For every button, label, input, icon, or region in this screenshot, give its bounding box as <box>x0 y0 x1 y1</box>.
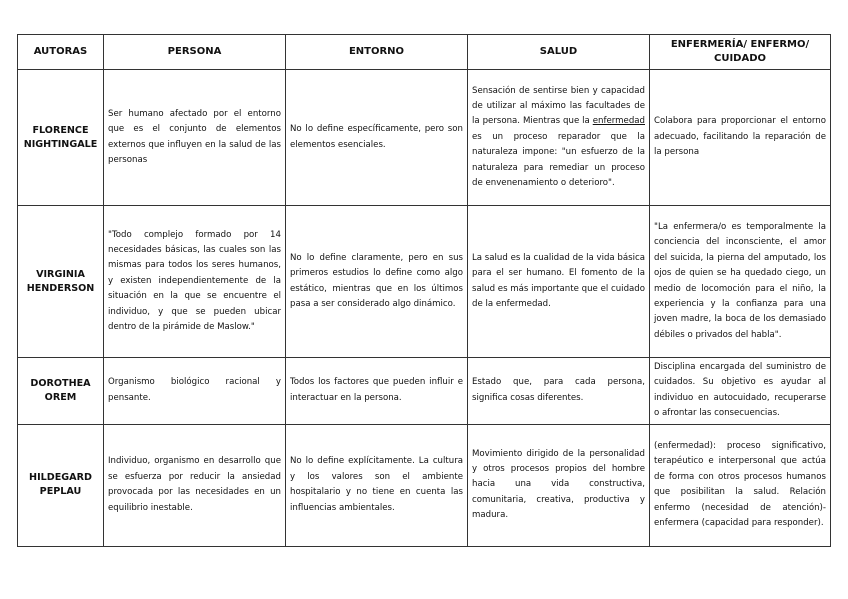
persona-cell: "Todo complejo formado por 14 necesidades básicas, las cuales son las mismas para todos los seres humanos, y existen independientemente de la situación en la que se encuentre el individuo, y que se pueden ubicar dentro de la pirámide de Maslow." <box>104 206 286 358</box>
header-enfermeria: ENFERMERÍA/ ENFERMO/ CUIDADO <box>650 35 831 70</box>
enfermeria-cell: Colabora para proporcionar el entorno adecuado, facilitando la reparación de la persona <box>650 70 831 206</box>
enfermedad-underlined: enfermedad <box>592 116 645 127</box>
entorno-cell: No lo define explícitamente. La cultura y los valores son el ambiente hospitalario y no tiene en cuenta las influencias ambientales. <box>286 424 468 546</box>
table-row <box>18 70 831 206</box>
header-autoras: AUTORAS <box>18 35 104 70</box>
table-row <box>18 206 831 358</box>
entorno-cell: No lo define específicamente, pero son elementos esenciales. <box>286 70 468 206</box>
entorno-cell: No lo define claramente, pero en sus primeros estudios lo define como algo estático, mientras que en los últimos pasa a ser considerado algo dinámico. <box>286 206 468 358</box>
salud-cell: Estado que, para cada persona, significa cosas diferentes. <box>468 358 650 425</box>
persona-cell: Ser humano afectado por el entorno que es el conjunto de elementos externos que influyen en la salud de las personas <box>104 70 286 206</box>
salud-cell: La salud es la cualidad de la vida básica para el ser humano. El fomento de la salud es más importante que el cuidado de la enfermedad. <box>468 206 650 358</box>
persona-cell: Individuo, organismo en desarrollo que se esfuerza por reducir la ansiedad provocada por las necesidades en un equilibrio inestable. <box>104 424 286 546</box>
salud-cell <box>468 70 650 206</box>
author-cell: HILDEGARD PEPLAU <box>18 424 104 546</box>
enfermeria-cell: (enfermedad): proceso significativo, terapéutico e interpersonal que actúa de forma con otros procesos humanos que posibilitan la salud. Relación enfermo (necesidad de atención)-enfermera (capacidad para responder). <box>650 424 831 546</box>
salud-text: Sensación de sentirse bien y capacidad de utilizar al máximo las facultades de la persona. Mientras que la <box>472 85 645 127</box>
salud-cell: Movimiento dirigido de la personalidad y otros procesos propios del hombre hacia una vida constructiva, comunitaria, creativa, productiva y madura. <box>468 424 650 546</box>
entorno-cell: Todos los factores que pueden influir e interactuar en la persona. <box>286 358 468 425</box>
enfermeria-cell: "La enfermera/o es temporalmente la conciencia del inconsciente, el amor del suicida, la pierna del amputado, los ojos de quien se ha quedado ciego, un medio de locomoción para el niño, la experiencia y la confianza para una joven madre, la boca de los demasiado débiles o privados del habla". <box>650 206 831 358</box>
author-cell: DOROTHEA OREM <box>18 358 104 425</box>
header-salud: SALUD <box>468 35 650 70</box>
salud-text-cont: es un proceso reparador que la naturaleza impone: "un esfuerzo de la naturaleza para remediar un proceso de envenenamiento o deterioro". <box>472 131 645 189</box>
nursing-theories-table <box>17 34 831 547</box>
author-cell: FLORENCE NIGHTINGALE <box>18 70 104 206</box>
persona-cell: Organismo biológico racional y pensante. <box>104 358 286 425</box>
header-row <box>18 35 831 70</box>
enfermeria-cell: Disciplina encargada del suministro de cuidados. Su objetivo es ayudar al individuo en autocuidado, recuperarse o afrontar las consecuencias. <box>650 358 831 425</box>
author-cell: VIRGINIA HENDERSON <box>18 206 104 358</box>
table-row <box>18 358 831 425</box>
header-persona: PERSONA <box>104 35 286 70</box>
table-row <box>18 424 831 546</box>
header-entorno: ENTORNO <box>286 35 468 70</box>
